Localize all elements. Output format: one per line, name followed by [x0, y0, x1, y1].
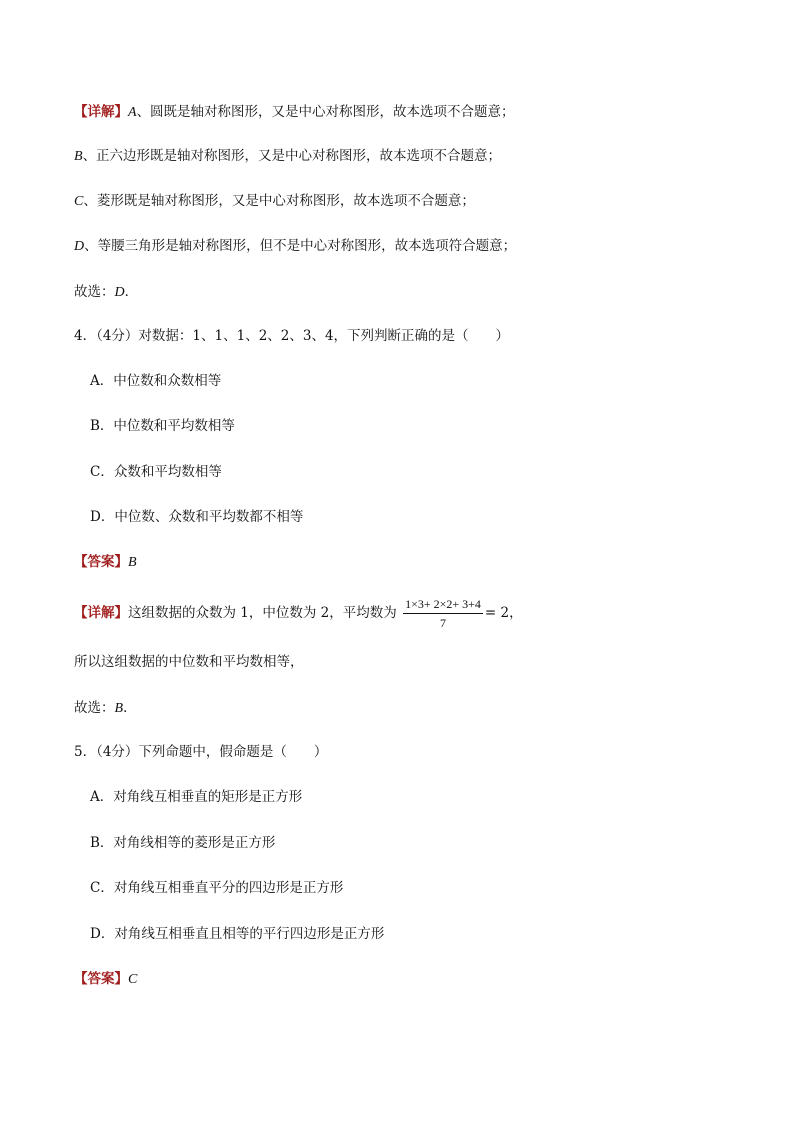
detail-tag: 【详解】 [74, 104, 128, 120]
q4-choose-line [74, 698, 137, 719]
q5-option-c: C．对角线互相垂直平分的四边形是正方形 [90, 880, 344, 896]
mean-fraction [403, 597, 483, 630]
detail-text: 、菱形既是轴对称图形，又是中心对称图形，故本选项不合题意； [83, 193, 475, 209]
choose-letter: D [114, 285, 125, 300]
q5-option-d: D．对角线互相垂直且相等的平行四边形是正方形 [90, 926, 385, 942]
answer-tag: 【答案】 [74, 554, 128, 570]
q4-answer-line [74, 552, 137, 573]
q3-detail-line-d [74, 236, 516, 257]
fraction-result: = 2， [484, 605, 523, 621]
detail-text: 、正六边形既是轴对称图形，又是中心对称图形，故本选项不合题意； [82, 148, 502, 164]
q3-choose-line [74, 282, 138, 303]
q3-detail-line-a [74, 102, 515, 123]
option-letter: D [74, 239, 85, 254]
q3-detail-line-c [74, 191, 475, 212]
option-letter: A [128, 105, 137, 120]
q5-option-b: B．对角线相等的菱形是正方形 [90, 835, 276, 851]
q3-detail-line-b [74, 146, 501, 167]
answer-letter: C [128, 972, 138, 987]
q4-option-d: D．中位数、众数和平均数都不相等 [90, 509, 304, 525]
q5-stem: 5．（4分）下列命题中，假命题是（ ） [74, 744, 328, 760]
choose-letter: B [114, 701, 124, 716]
q4-option-a: A．中位数和众数相等 [90, 373, 222, 389]
q4-option-b: B．中位数和平均数相等 [90, 418, 235, 434]
option-letter: B [74, 149, 83, 164]
detail-text: 、等腰三角形是轴对称图形，但不是中心对称图形，故本选项符合题意； [84, 238, 517, 254]
fraction-numerator: 1×3+ 2×2+ 3+4 [403, 597, 483, 614]
choose-prefix: 故选： [74, 284, 115, 300]
option-letter: C [74, 194, 84, 209]
choose-prefix: 故选： [74, 700, 115, 716]
detail-tag: 【详解】 [74, 605, 128, 621]
q4-stem: 4．（4分）对数据：1、1、1、2、2、3、4，下列判断正确的是（ ） [74, 328, 510, 344]
choose-suffix: ． [124, 284, 139, 300]
q4-conclusion: 所以这组数据的中位数和平均数相等， [74, 654, 304, 670]
choose-suffix: ． [123, 700, 137, 716]
q5-answer-line [74, 969, 137, 990]
fraction-denominator: 7 [439, 616, 446, 630]
q4-option-c: C．众数和平均数相等 [90, 464, 222, 480]
q5-option-a: A．对角线互相垂直的矩形是正方形 [90, 789, 303, 805]
detail-text: 这组数据的众数为 1，中位数为 2，平均数为 [128, 605, 397, 621]
q4-detail-line [74, 597, 523, 630]
answer-letter: B [128, 555, 137, 570]
answer-tag: 【答案】 [74, 971, 128, 987]
detail-text: 、圆既是轴对称图形，又是中心对称图形，故本选项不合题意； [136, 104, 515, 120]
